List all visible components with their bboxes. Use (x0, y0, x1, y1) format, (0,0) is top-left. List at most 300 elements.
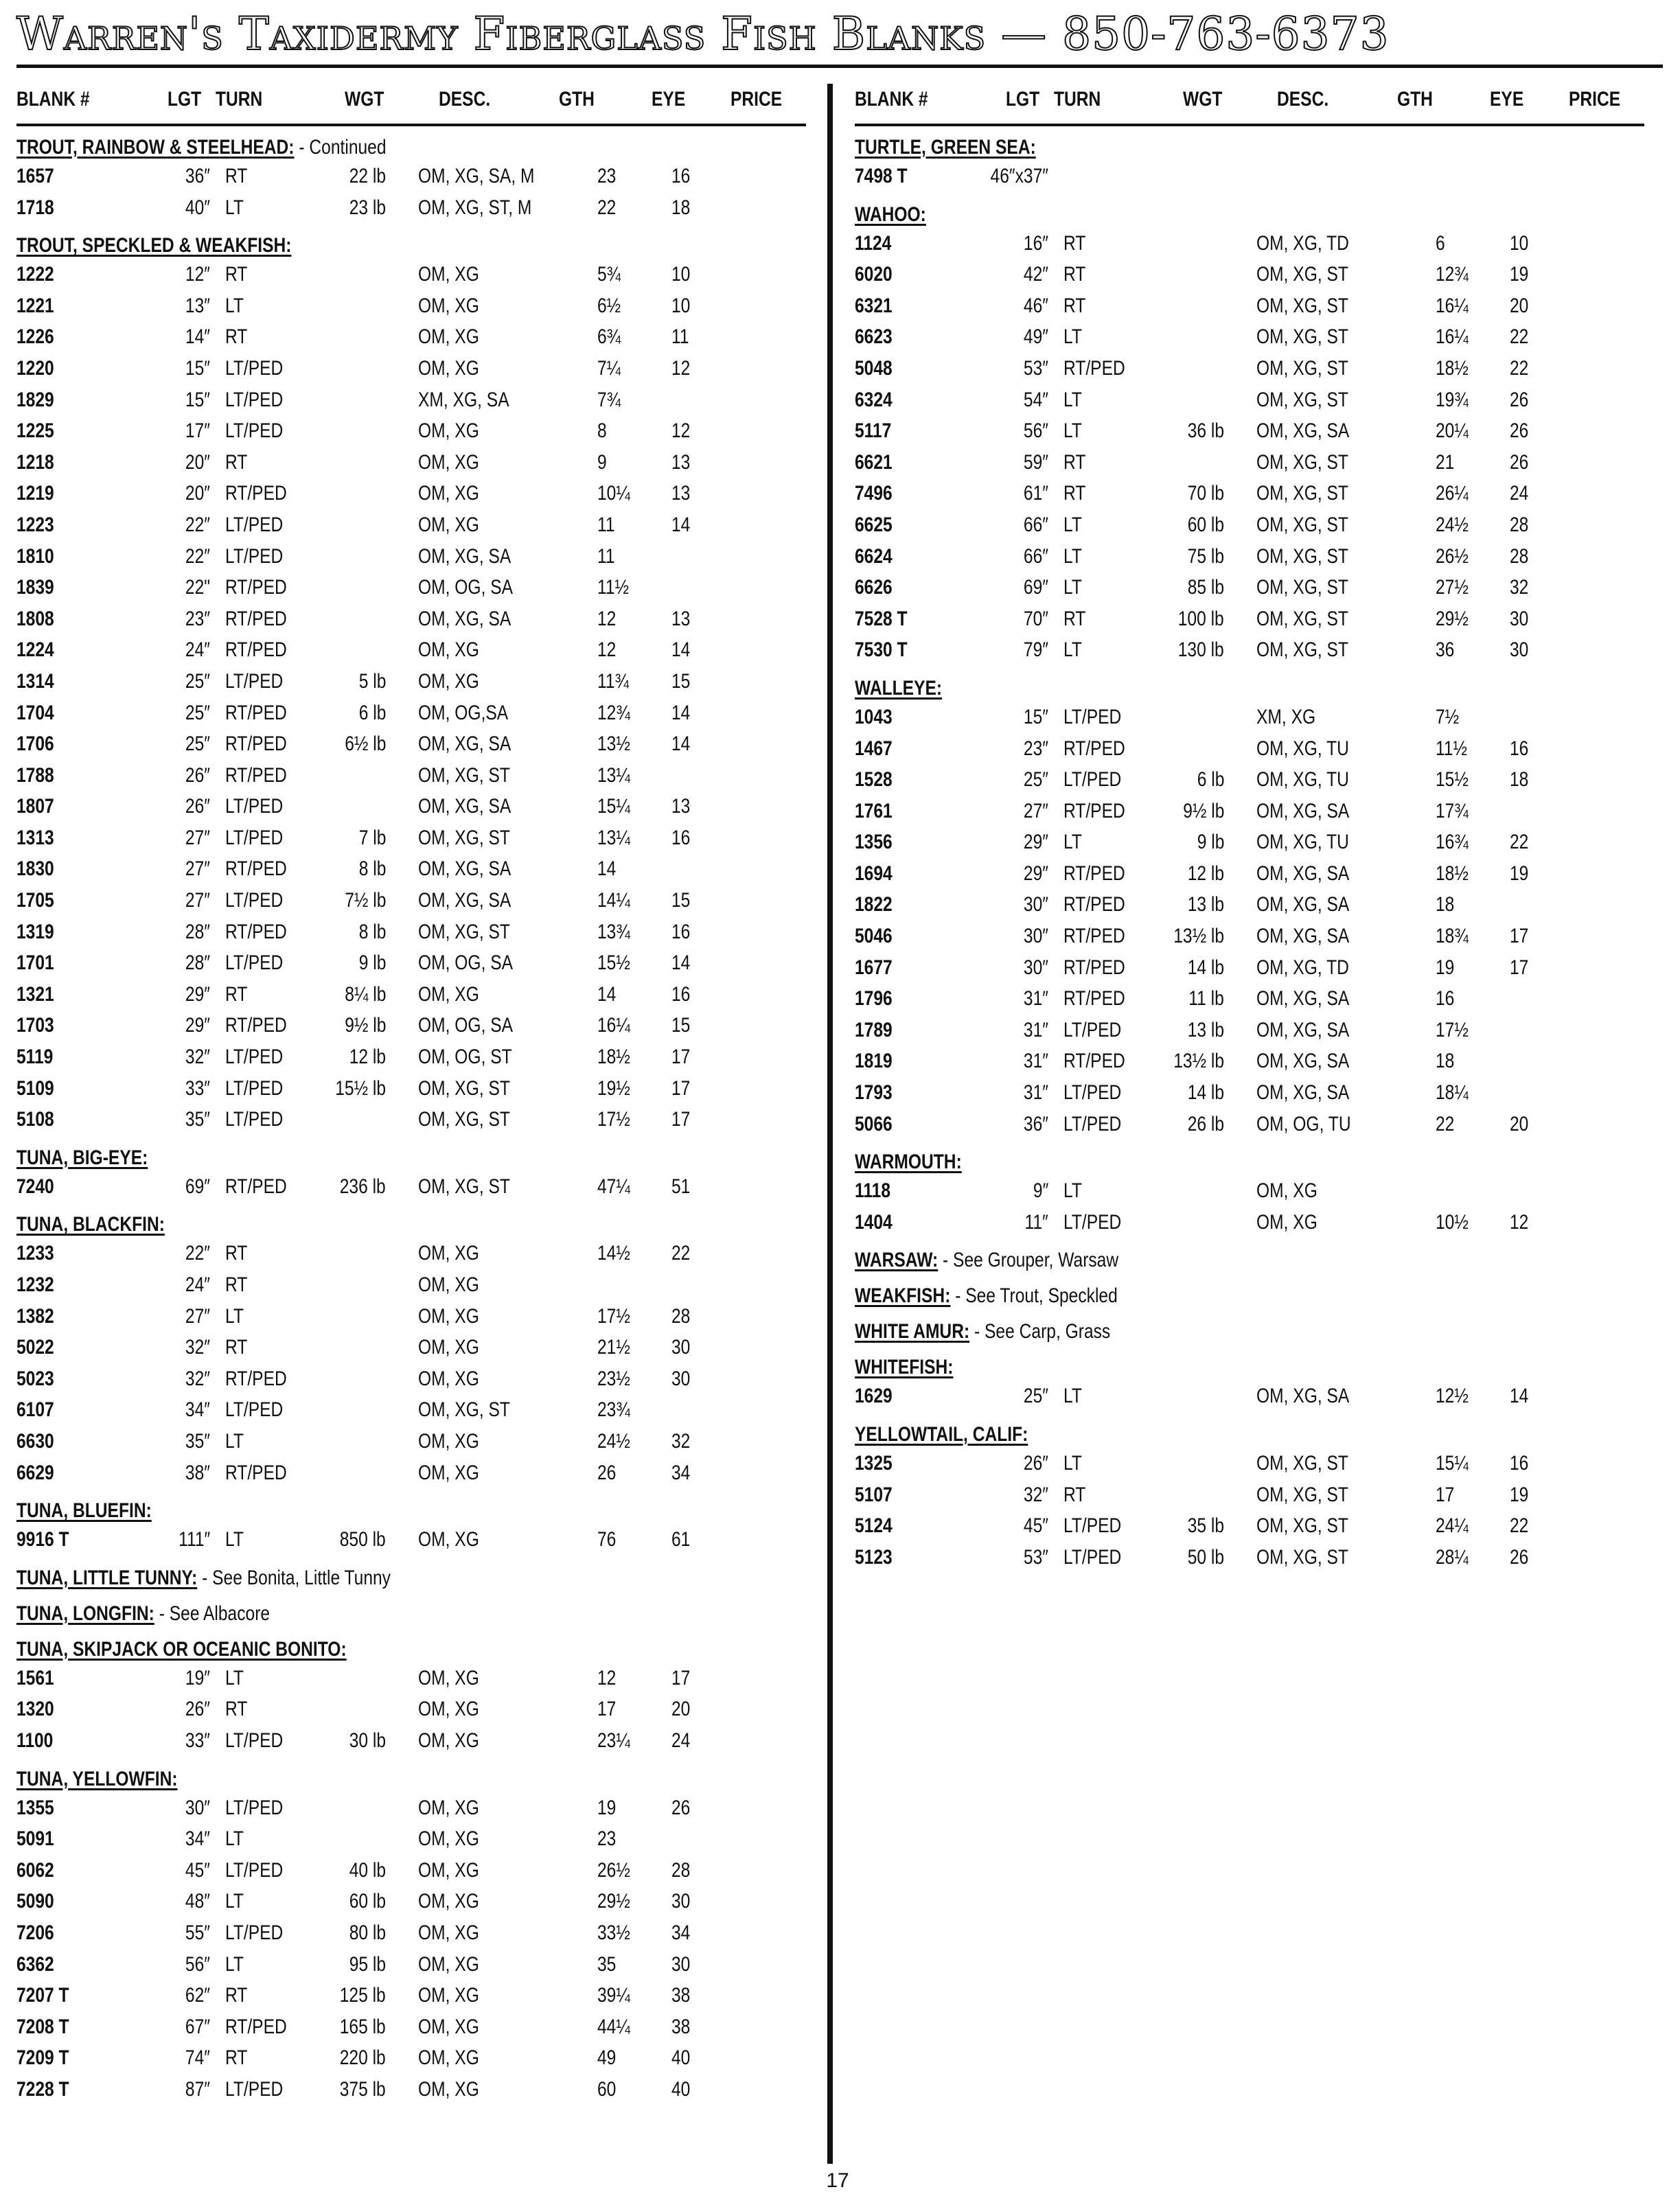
description: OM, XG (418, 1729, 479, 1752)
turn: LT/PED (225, 544, 284, 568)
length: 20″ (185, 450, 210, 474)
blank-number: 1830 (16, 857, 54, 881)
girth: 16¼ (597, 1014, 630, 1037)
species-name: WARMOUTH: (855, 1151, 962, 1174)
blank-number: 1225 (16, 419, 54, 443)
table-row (16, 1981, 806, 2013)
blank-number: 1822 (855, 893, 893, 916)
length: 25″ (1023, 1385, 1048, 1408)
description: OM, XG (418, 2015, 479, 2038)
blank-number: 6629 (16, 1461, 54, 1484)
species-name: TROUT, SPECKLED & WEAKFISH: (16, 234, 292, 257)
weight: 220 lb (339, 2046, 386, 2070)
description: OM, XG (418, 1528, 479, 1551)
description: OM, XG, TD (1256, 956, 1349, 979)
section-heading (16, 1758, 806, 1794)
weight: 13 lb (1187, 1018, 1224, 1041)
girth: 14 (597, 857, 617, 881)
table-row (855, 162, 1644, 194)
girth: 14¼ (597, 889, 630, 912)
table-row (16, 162, 806, 194)
girth: 12¾ (1436, 263, 1469, 286)
table-row (16, 448, 806, 480)
length: 30″ (1023, 956, 1048, 979)
weight: 13½ lb (1173, 925, 1224, 948)
species-name: TUNA, BLACKFIN: (16, 1213, 165, 1236)
turn: LT (1063, 638, 1082, 662)
weight: 9½ lb (344, 1014, 386, 1037)
weight: 9½ lb (1182, 799, 1224, 822)
header-gth: GTH (1397, 88, 1433, 111)
girth: 17 (597, 1698, 617, 1721)
header-blank: BLANK # (16, 88, 90, 111)
table-row (16, 573, 806, 605)
description: OM, XG, SA (418, 857, 511, 881)
column-divider (827, 84, 833, 2164)
description: OM, XG, SA, M (418, 165, 535, 187)
section-note: - See Trout, Speckled (950, 1284, 1118, 1308)
table-row (16, 1919, 806, 1950)
turn: LT (1063, 831, 1082, 854)
length: 29″ (185, 982, 210, 1006)
eye: 34 (671, 1461, 691, 1484)
eye: 13 (671, 482, 691, 505)
table-row (16, 2013, 806, 2044)
description: OM, XG (418, 1461, 479, 1484)
length: 30″ (185, 1796, 210, 1819)
girth: 17½ (597, 1108, 630, 1131)
blank-number: 7209 T (16, 2046, 69, 2070)
eye: 51 (671, 1175, 691, 1198)
table-row (855, 828, 1644, 859)
table-row (855, 954, 1644, 985)
description: OM, XG (418, 1890, 479, 1913)
description: OM, XG (418, 638, 479, 662)
blank-number: 6623 (855, 325, 893, 349)
turn: LT/PED (225, 826, 284, 849)
eye: 22 (671, 1242, 691, 1265)
section-note: - See Carp, Grass (969, 1320, 1111, 1343)
page-number: 17 (826, 2169, 849, 2192)
length: 66″ (1023, 544, 1048, 568)
table-row (16, 918, 806, 949)
length: 22″ (185, 1242, 210, 1265)
length: 33″ (185, 1076, 210, 1100)
section-heading (855, 1239, 1644, 1275)
turn: LT/PED (225, 513, 284, 536)
length: 46″x37″ (990, 165, 1048, 187)
girth: 13¼ (597, 826, 630, 849)
girth: 14½ (597, 1242, 630, 1265)
turn: RT/PED (225, 607, 287, 630)
turn: LT/PED (225, 419, 284, 443)
column-header (855, 84, 1644, 126)
eye: 30 (671, 1367, 691, 1390)
blank-number: 1704 (16, 701, 54, 724)
blank-number: 1788 (16, 763, 54, 787)
length: 17″ (185, 419, 210, 443)
blank-number: 1043 (855, 705, 893, 728)
length: 20″ (185, 482, 210, 505)
section-heading (16, 126, 806, 162)
table-row (16, 1173, 806, 1204)
length: 34″ (185, 1827, 210, 1851)
section-heading (16, 1628, 806, 1664)
species-name: TUNA, BIG-EYE: (16, 1146, 148, 1169)
eye: 12 (671, 419, 691, 443)
turn: LT/PED (225, 1046, 284, 1069)
length: 33″ (185, 1729, 210, 1752)
turn: RT (1063, 450, 1086, 474)
girth: 12 (597, 638, 617, 662)
eye: 10 (671, 263, 691, 286)
table-row (855, 1512, 1644, 1543)
species-name: WHITEFISH: (855, 1356, 954, 1379)
weight: 60 lb (1187, 513, 1224, 536)
description: OM, XG, ST (1256, 1483, 1348, 1506)
girth: 18¼ (1436, 1081, 1469, 1105)
length: 74″ (185, 2046, 210, 2070)
table-row (16, 1239, 806, 1271)
weight: 13½ lb (1173, 1050, 1224, 1073)
length: 27″ (185, 889, 210, 912)
blank-number: 5090 (16, 1890, 54, 1913)
species-name: TUNA, BLUEFIN: (16, 1499, 152, 1523)
blank-number: 1705 (16, 889, 54, 912)
length: 48″ (185, 1890, 210, 1913)
table-row (16, 1727, 806, 1758)
blank-number: 5109 (16, 1076, 54, 1100)
header-turn: TURN (1054, 88, 1101, 111)
girth: 22 (1436, 1112, 1455, 1135)
table-row (16, 1011, 806, 1043)
length: 67″ (185, 2015, 210, 2038)
table-row (16, 2044, 806, 2075)
blank-number: 1233 (16, 1242, 54, 1265)
eye: 12 (1510, 1210, 1529, 1234)
turn: LT/PED (1063, 705, 1122, 728)
species-name: TROUT, RAINBOW & STEELHEAD: (16, 136, 295, 159)
blank-number: 1819 (855, 1050, 893, 1073)
eye: 13 (671, 607, 691, 630)
blank-number: 1319 (16, 920, 54, 943)
blank-number: 1706 (16, 732, 54, 756)
turn: RT (225, 450, 248, 474)
blank-number: 1221 (16, 294, 54, 317)
table-row (16, 1856, 806, 1888)
eye: 30 (1510, 607, 1529, 630)
turn: LT/PED (225, 1398, 284, 1422)
turn: RT (225, 1273, 248, 1296)
description: OM, XG, ST (1256, 482, 1348, 505)
description: OM, XG, ST (1256, 638, 1348, 662)
description: OM, XG, SA (1256, 799, 1350, 822)
length: 15″ (185, 388, 210, 411)
turn: LT (225, 1666, 244, 1689)
turn: RT/PED (1063, 799, 1125, 822)
girth: 19½ (597, 1076, 630, 1100)
turn: RT/PED (225, 763, 287, 787)
turn: RT/PED (225, 857, 287, 881)
weight: 11 lb (1188, 987, 1224, 1011)
girth: 19 (1436, 956, 1455, 979)
length: 54″ (1023, 388, 1048, 411)
length: 59″ (1023, 450, 1048, 474)
table-row (16, 980, 806, 1012)
blank-number: 6062 (16, 1858, 54, 1882)
table-row (855, 605, 1644, 636)
length: 34″ (185, 1398, 210, 1422)
turn: LT (1063, 1452, 1082, 1475)
turn: RT (225, 982, 248, 1006)
header-wgt: WGT (1183, 88, 1223, 111)
description: OM, XG, ST (1256, 1545, 1348, 1569)
girth: 18 (1436, 1050, 1455, 1073)
description: OM, XG, SA (1256, 419, 1350, 443)
species-name: TUNA, LITTLE TUNNY: (16, 1566, 198, 1589)
header-desc: DESC. (1277, 88, 1329, 111)
blank-number: 6020 (855, 263, 893, 286)
weight: 23 lb (349, 196, 386, 219)
eye: 10 (671, 294, 691, 317)
weight: 5 lb (358, 669, 386, 693)
table-row (855, 1177, 1644, 1208)
description: OM, XG (418, 1304, 479, 1328)
header-lgt: LGT (168, 88, 202, 111)
eye: 17 (671, 1046, 691, 1069)
weight: 40 lb (349, 1858, 386, 1882)
length: 13″ (185, 294, 210, 317)
eye: 30 (671, 1336, 691, 1359)
eye: 38 (671, 2015, 691, 2038)
weight: 850 lb (339, 1528, 386, 1551)
description: XM, XG (1256, 705, 1316, 728)
eye: 20 (1510, 294, 1529, 317)
blank-number: 1226 (16, 325, 54, 349)
girth: 39¼ (597, 1984, 630, 2007)
weight: 70 lb (1187, 482, 1224, 505)
length: 31″ (1023, 1081, 1048, 1105)
description: OM, XG (418, 1698, 479, 1721)
eye: 38 (671, 1984, 691, 2007)
description: OM, XG (418, 1242, 479, 1265)
turn: RT (225, 1984, 248, 2007)
blank-number: 1404 (855, 1210, 893, 1234)
column-header (16, 84, 806, 126)
turn: LT/PED (1063, 1112, 1122, 1135)
description: OM, XG, SA (1256, 893, 1350, 916)
blank-number: 1839 (16, 576, 54, 599)
turn: LT/PED (1063, 1081, 1122, 1105)
girth: 36 (1436, 638, 1455, 662)
section-note: - Continued (294, 136, 387, 159)
weight: 50 lb (1187, 1545, 1224, 1569)
blank-number: 1703 (16, 1014, 54, 1037)
description: OM, XG (418, 325, 479, 349)
table-row (16, 2075, 806, 2107)
description: OM, XG, ST (1256, 294, 1348, 317)
blank-number: 1808 (16, 607, 54, 630)
girth: 6½ (597, 294, 621, 317)
blank-number: 1467 (855, 737, 893, 760)
section-heading (855, 126, 1644, 162)
section-note: - See Albacore (154, 1602, 271, 1625)
table-row (855, 1016, 1644, 1048)
table-row (855, 511, 1644, 542)
weight: 35 lb (1187, 1514, 1224, 1538)
blank-number: 1124 (855, 231, 892, 255)
length: 27″ (1023, 799, 1048, 822)
eye: 20 (1510, 1112, 1529, 1135)
blank-number: 5022 (16, 1336, 54, 1359)
species-name: WEAKFISH: (855, 1284, 951, 1308)
eye: 28 (1510, 544, 1529, 568)
blank-number: 5123 (855, 1545, 893, 1569)
table-row (16, 605, 806, 636)
blank-number: 6624 (855, 544, 893, 568)
eye: 24 (1510, 482, 1529, 505)
table-row (16, 386, 806, 417)
description: OM, XG (418, 356, 479, 380)
weight: 30 lb (349, 1729, 386, 1752)
girth: 76 (597, 1528, 617, 1551)
length: 31″ (1023, 1050, 1048, 1073)
turn: RT/PED (225, 920, 287, 943)
table-row (16, 1365, 806, 1396)
description: OM, XG, ST (1256, 450, 1348, 474)
description: OM, OG, TU (1256, 1112, 1351, 1135)
girth: 33½ (597, 1921, 630, 1944)
section-heading (16, 1593, 806, 1628)
eye: 16 (1510, 737, 1529, 760)
turn: LT (1063, 388, 1082, 411)
description: OM, XG, ST (1256, 1514, 1348, 1538)
length: 24″ (185, 1273, 210, 1296)
turn: RT (225, 1336, 248, 1359)
blank-number: 1796 (855, 987, 893, 1011)
description: OM, XG (418, 1429, 479, 1453)
table-row (16, 542, 806, 574)
eye: 40 (671, 2046, 691, 2070)
girth: 18½ (597, 1046, 630, 1069)
turn: RT (1063, 1483, 1086, 1506)
description: OM, XG (418, 1796, 479, 1819)
girth: 26 (597, 1461, 617, 1484)
description: OM, XG (418, 513, 479, 536)
turn: LT/PED (225, 889, 284, 912)
section-heading (855, 1413, 1644, 1449)
table-row (16, 417, 806, 448)
girth: 18¾ (1436, 925, 1469, 948)
blank-number: 6625 (855, 513, 893, 536)
blank-number: 6321 (855, 294, 893, 317)
eye: 17 (671, 1666, 691, 1689)
page-title: Warren's Taxidermy Fiberglass Fish Blanks — 850-763-6373 (16, 8, 1390, 60)
turn: LT (1063, 419, 1082, 443)
description: OM, XG, ST (418, 1398, 510, 1422)
blank-number: 7498 T (855, 165, 908, 187)
turn: RT/PED (225, 1461, 287, 1484)
table-row (855, 765, 1644, 797)
girth: 15½ (597, 951, 630, 975)
length: 25″ (185, 669, 210, 693)
table-row (16, 730, 806, 761)
girth: 23¾ (597, 1398, 630, 1422)
table-row (16, 1396, 806, 1427)
table-row (16, 636, 806, 667)
girth: 24½ (597, 1429, 630, 1453)
table-row (16, 194, 806, 225)
description: OM, XG, TU (1256, 768, 1349, 792)
weight: 6 lb (358, 701, 386, 724)
length: 70″ (1023, 607, 1048, 630)
table-row (16, 699, 806, 730)
length: 19″ (185, 1666, 210, 1689)
table-row (16, 354, 806, 386)
blank-number: 1218 (16, 450, 54, 474)
girth: 11¾ (597, 669, 630, 693)
description: OM, XG, ST (1256, 1452, 1348, 1475)
turn: RT (225, 1242, 248, 1265)
eye: 19 (1510, 263, 1529, 286)
blank-number: 5091 (16, 1827, 54, 1851)
table-row (855, 479, 1644, 511)
length: 32″ (185, 1367, 210, 1390)
section-note: - See Bonita, Little Tunny (197, 1566, 391, 1589)
length: 29″ (185, 1014, 210, 1037)
turn: LT (1063, 576, 1082, 599)
blank-number: 9916 T (16, 1528, 69, 1551)
girth: 15¼ (1436, 1452, 1469, 1475)
left-column (16, 84, 806, 2106)
length: 45″ (185, 1858, 210, 1882)
description: OM, XG (418, 1367, 479, 1390)
blank-number: 1701 (16, 951, 54, 975)
girth: 12½ (1436, 1385, 1469, 1408)
eye: 12 (671, 356, 691, 380)
description: OM, XG (1256, 1210, 1317, 1234)
length: 30″ (1023, 893, 1048, 916)
girth: 7¼ (597, 356, 621, 380)
girth: 12¾ (597, 701, 630, 724)
table-row (855, 922, 1644, 954)
girth: 26½ (597, 1858, 630, 1882)
eye: 14 (671, 732, 691, 756)
length: 16″ (1023, 231, 1048, 255)
weight: 8¼ lb (344, 982, 386, 1006)
blank-number: 1314 (16, 669, 54, 693)
section-heading (16, 1490, 806, 1525)
table-row (16, 1825, 806, 1856)
girth: 28¼ (1436, 1545, 1469, 1569)
girth: 47¼ (597, 1175, 630, 1198)
table-row (855, 386, 1644, 417)
length: 32″ (1023, 1483, 1048, 1506)
weight: 130 lb (1177, 638, 1224, 662)
description: OM, XG, SA (1256, 1385, 1350, 1408)
weight: 165 lb (339, 2015, 386, 2038)
turn: LT/PED (225, 795, 284, 818)
girth: 17½ (597, 1304, 630, 1328)
blank-number: 5107 (855, 1483, 893, 1506)
length: 66″ (1023, 513, 1048, 536)
girth: 26½ (1436, 544, 1469, 568)
girth: 16¼ (1436, 325, 1469, 349)
turn: RT (225, 325, 248, 349)
species-name: WAHOO: (855, 203, 926, 226)
girth: 16¼ (1436, 294, 1469, 317)
eye: 26 (671, 1796, 691, 1819)
